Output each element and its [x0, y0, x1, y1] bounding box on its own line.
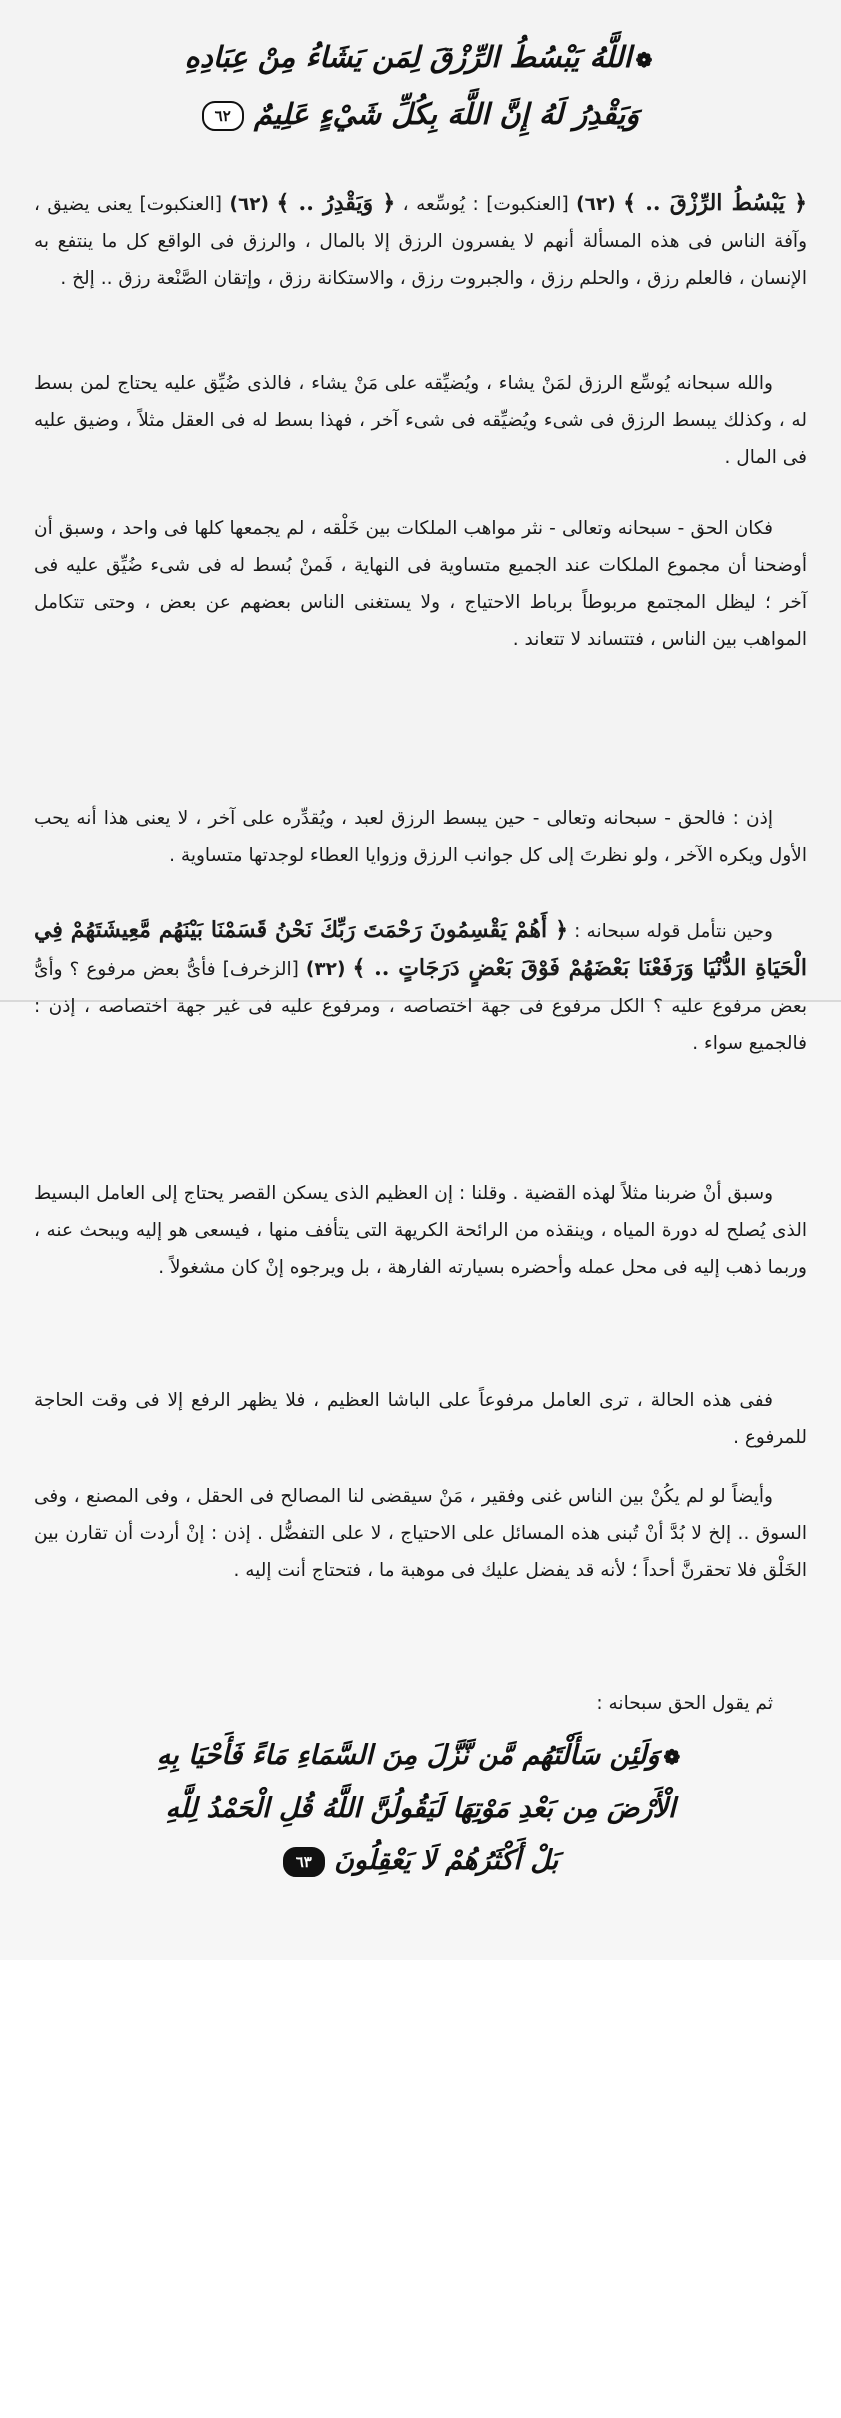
paragraph-5 [34, 912, 807, 1062]
verse-top-line-2-text: وَيَقْدِرُ لَهُ إِنَّ اللَّهَ بِكُلِّ شَيْءٍ عَلِيمٌ [253, 97, 640, 131]
verse-top-line-1-text: اللَّهُ يَبْسُطُ الرِّزْقَ لِمَن يَشَاءُ مِنْ عِبَادِهِ [184, 40, 632, 74]
p1-rest-text: [العنكبوت] يعنى يضيق ، وآفة الناس فى هذه المسألة أنهم لا يفسرون الرزق إلا بالمال ، والرزق فى الواقع كل ما ينتفع به الإنسان ، فالعلم رزق ، والحلم رزق ، والجبروت رزق ، والاستكانة رزق ، وإتقان الصَّنْعة رزق .. إلخ . [34, 194, 807, 289]
verse-bottom-line-1-text: وَلَئِن سَأَلْتَهُم مَّن نَّزَّلَ مِنَ السَّمَاءِ مَاءً فَأَحْيَا بِهِ [156, 1740, 660, 1771]
ornament-icon: ❁ [663, 1745, 681, 1769]
ref-number-1: (٦٢) [576, 194, 616, 215]
p5-lead: وحين نتأمل قوله سبحانه : [574, 921, 773, 942]
verse-bottom-line-1 [34, 1730, 807, 1783]
p5-rest-text: [الزخرف] فأىُّ بعض مرفوع ؟ وأىُّ بعض مرفوع عليه ؟ الكل مرفوع فى جهة اختصاصه ، ومرفوع عليه فى غير جهة اختصاصه ، إذن : فالجميع سواء . [34, 959, 807, 1054]
ayah-number-badge: ٦٣ [283, 1847, 325, 1877]
verse-top [34, 30, 807, 141]
paragraph-6: وسبق أنْ ضربنا مثلاً لهذه القضية . وقلنا : إن العظيم الذى يسكن القصر يحتاج إلى العامل البسيط الذى يُصلح له دورة المياه ، وينقذه من الرائحة الكريهة التى يتأفف منها ، فيسعى هو إليه ويبحث عنه ، وربما ذهب إليه فى محل عمله وأحضره بسيارته الفارهة ، بل ويرجوه إنْ كان مشغولاً . [34, 1183, 807, 1278]
quote-yabsut-text: يَبْسُطُ الرِّزْقَ .. [645, 190, 785, 216]
paragraph-8: وأيضاً لو لم يكُنْ بين الناس غنى وفقير ، مَنْ سيقضى لنا المصالح فى الحقل ، وفى المصنع ، وفى السوق .. إلخ لا بُدَّ أنْ تُبنى هذه المسائل على الاحتياج ، لا على التفضُّل . إذن : إنْ أردت أن تقارن بين الخَلْق فلا تحقرنَّ أحداً ؛ لأنه قد يفضل عليك فى موهبة ما ، فتحتاج أنت إليه . [34, 1486, 807, 1581]
ornament-icon: ❁ [635, 48, 653, 72]
paragraph-1 [34, 185, 807, 297]
verse-top-line-2 [34, 87, 807, 141]
verse-bottom [34, 1730, 807, 1887]
ref-number-3: (٣٢) [305, 959, 346, 980]
paragraph-4: إذن : فالحق - سبحانه وتعالى - حين يبسط الرزق لعبد ، ويُقدِّره على آخر ، لا يعنى هذا أنه يحب الأول ويكره الآخر ، ولو نظرتَ إلى كل جوانب الرزق وزوايا العطاء لوجدتها متساوية . [34, 808, 807, 866]
paragraph-2: والله سبحانه يُوسِّع الرزق لمَنْ يشاء ، ويُضيِّقه على مَنْ يشاء ، فالذى ضُيِّق عليه يحتاج لمن بسط له ، وكذلك يبسط الرزق فى شىء ويُضيِّقه فى شىء آخر ، فهذا بسط له فى العقل مثلاً ، وضيق عليه فى المال . [34, 373, 807, 468]
paragraph-3: فكان الحق - سبحانه وتعالى - نثر مواهب الملكات بين خَلْقه ، لم يجمعها كلها فى واحد ، وسبق أن أوضحنا أن مجموع الملكات عند الجميع متساوية فى النهاية ، فَمنْ بُسط له فى شىء ضُيِّق عليه فى آخر ؛ ليظل المجتمع مربوطاً برباط الاحتياج ، ولا يستغنى الناس بعضهم عن بعض ، وحتى تتكامل المواهب بين الناس ، فتتساند لا تتعاند . [34, 518, 807, 650]
verse-bottom-line-3 [34, 1835, 807, 1887]
paragraph-9: ثم يقول الحق سبحانه : [596, 1693, 773, 1714]
ref-number-2: (٦٢) [229, 194, 269, 215]
verse-bottom-line-2: الْأَرْضَ مِن بَعْدِ مَوْتِهَا لَيَقُولُنَّ اللَّهُ قُلِ الْحَمْدُ لِلَّهِ [165, 1793, 676, 1824]
p1-mid-text: [العنكبوت] : يُوسِّعه ، [402, 194, 569, 215]
quote-zukhruf: ﴿ أَهُمْ يَقْسِمُونَ رَحْمَتَ رَبِّكَ نَحْنُ قَسَمْنَا بَيْنَهُم مَّعِيشَتَهُمْ فِي الْحَيَاةِ الدُّنْيَا وَرَفَعْنَا بَعْضَهُمْ فَوْقَ بَعْضٍ دَرَجَاتٍ .. ﴾ [34, 917, 807, 981]
quote-yabsut: ﴿ يَبْسُطُ الرِّزْقَ .. ﴾ [623, 190, 807, 216]
verse-bottom-line-3-text: بَلْ أَكْثَرُهُمْ لَا يَعْقِلُونَ [334, 1845, 559, 1876]
verse-top-line-1 [34, 30, 807, 87]
paragraph-7: ففى هذه الحالة ، ترى العامل مرفوعاً على الباشا العظيم ، فلا يظهر الرفع إلا فى وقت الحاجة للمرفوع . [34, 1390, 807, 1448]
quote-yaqdir: ﴿ وَيَقْدِرُ .. ﴾ [276, 190, 396, 216]
quote-yaqdir-text: وَيَقْدِرُ .. [298, 190, 374, 216]
quote-zukhruf-text: أَهُمْ يَقْسِمُونَ رَحْمَتَ رَبِّكَ نَحْنُ قَسَمْنَا بَيْنَهُم مَّعِيشَتَهُمْ فِي الْحَيَاةِ الدُّنْيَا وَرَفَعْنَا بَعْضَهُمْ فَوْقَ بَعْضٍ دَرَجَاتٍ .. [34, 917, 807, 981]
ayah-number-badge: ٦٢ [202, 101, 244, 131]
